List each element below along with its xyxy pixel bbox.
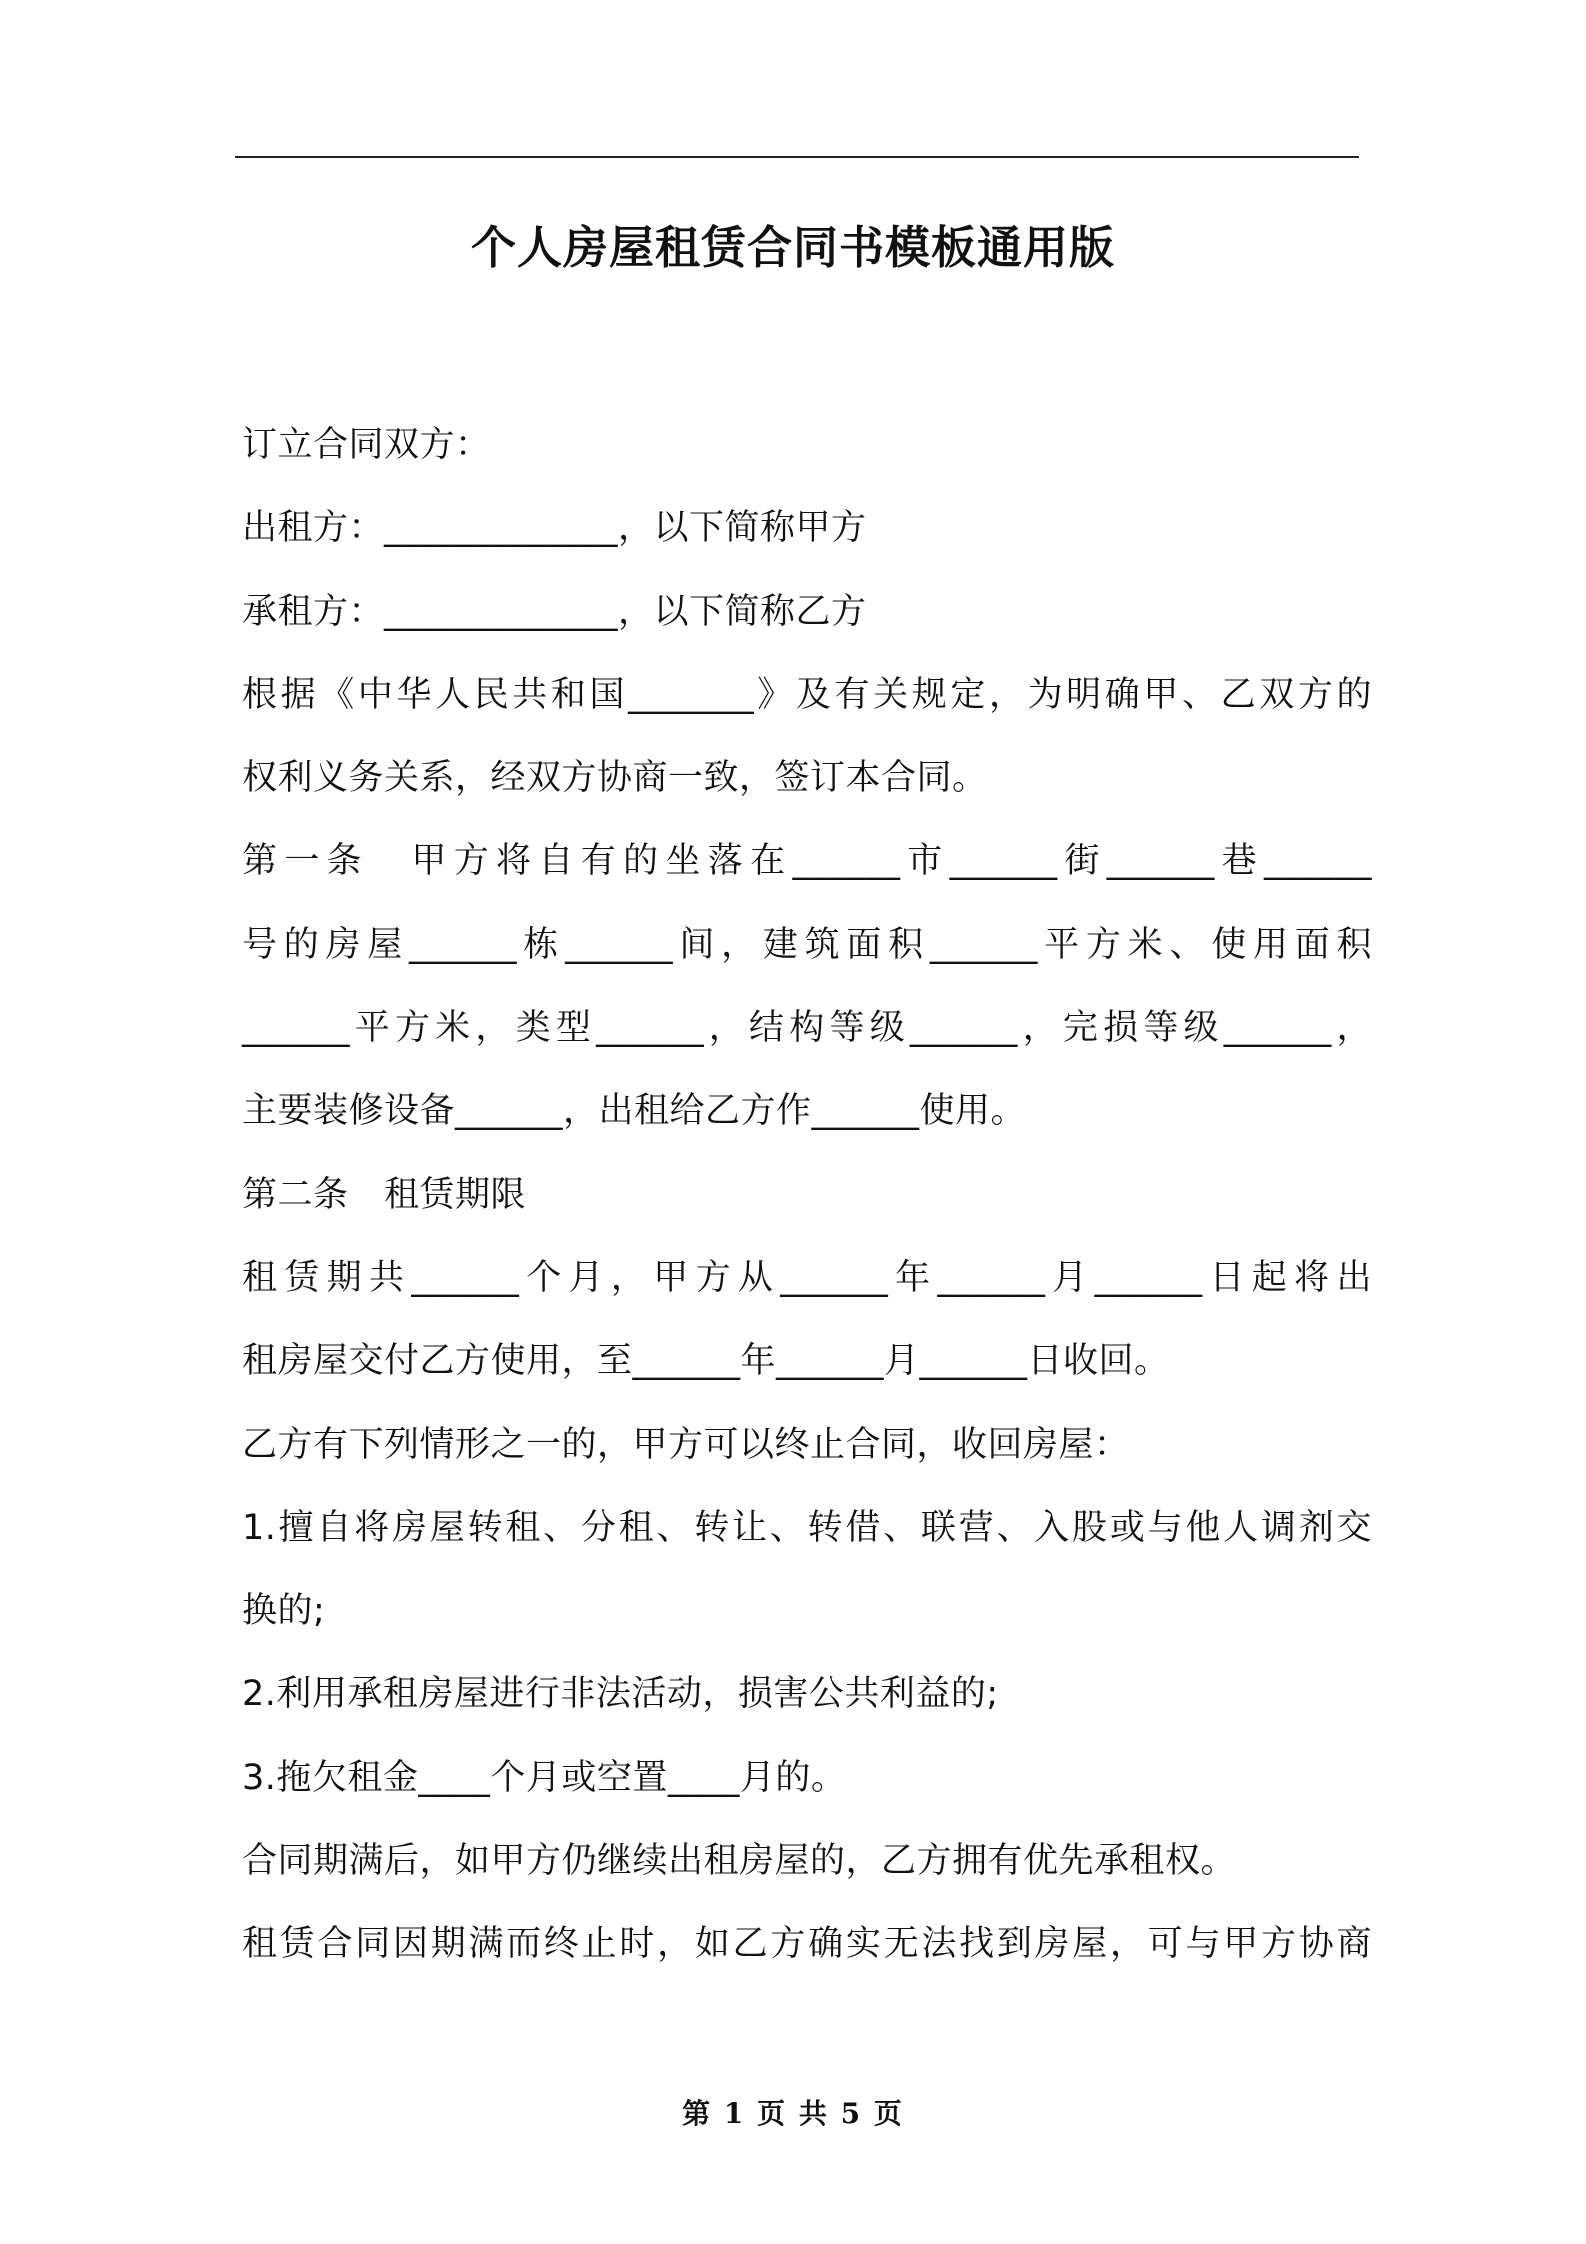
paragraph-line: 1.擅自将房屋转租、分租、转让、转借、联营、入股或与他人调剂交 [242,1507,1372,1548]
paragraph-line: 乙方有下列情形之一的，甲方可以终止合同，收回房屋： [242,1424,1130,1465]
paragraph-line: 第二条 租赁期限 [242,1174,527,1215]
paragraph-line: ______平方米，类型______，结构等级______，完损等级______， [242,1008,1372,1049]
paragraph-line: 第一条 甲方将自有的坐落在______市______街______巷______ [242,841,1372,882]
paragraph-line: 承租方：_____________，以下简称乙方 [242,591,867,632]
paragraph-line: 合同期满后，如甲方仍继续出租房屋的，乙方拥有优先承租权。 [242,1841,1237,1882]
paragraph-line: 换的; [242,1591,326,1632]
paragraph-line: 主要装修设备______，出租给乙方作______使用。 [242,1091,1027,1132]
paragraph-line: 权利义务关系，经双方协商一致，签订本合同。 [242,758,988,799]
document-title: 个人房屋租赁合同书模板通用版 [470,221,1115,274]
paragraph-line: 订立合同双方： [242,425,491,465]
paragraph-line: 出租方：_____________，以下简称甲方 [242,508,867,549]
paragraph-line: 根据《中华人民共和国_______》及有关规定，为明确甲、乙双方的 [242,674,1372,715]
document-body [242,404,1372,1987]
paragraph-line: 2.利用承租房屋进行非法活动，损害公共利益的; [242,1674,999,1715]
paragraph-line: 号的房屋______栋______间，建筑面积______平方米、使用面积 [242,924,1372,965]
header-rule [235,156,1359,158]
paragraph-line: 租赁期共______个月，甲方从______年______月______日起将出 [242,1257,1372,1298]
paragraph-line: 租赁合同因期满而终止时，如乙方确实无法找到房屋，可与甲方协商 [242,1924,1372,1965]
paragraph-line: 租房屋交付乙方使用，至______年______月______日收回。 [242,1341,1170,1382]
page-number: 第 1 页 共 5 页 [682,2097,904,2130]
paragraph-line: 3.拖欠租金____个月或空置____月的。 [242,1757,847,1798]
